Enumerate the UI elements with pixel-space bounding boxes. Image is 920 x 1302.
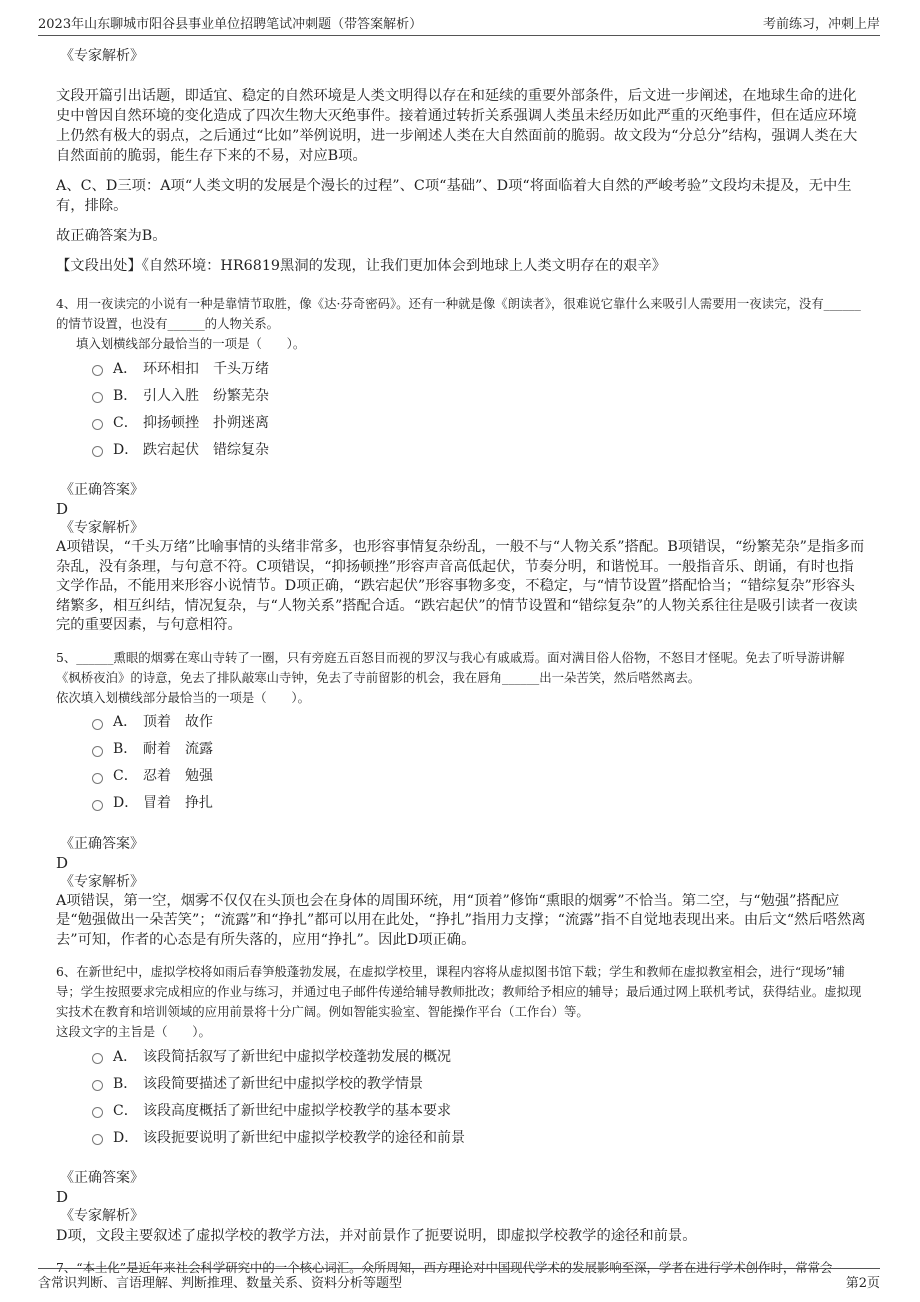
header-slogan: 考前练习，冲刺上岸 bbox=[762, 17, 880, 32]
radio-icon[interactable] bbox=[92, 1134, 103, 1145]
q4-answer: D bbox=[56, 500, 69, 518]
radio-icon[interactable] bbox=[92, 800, 103, 811]
q6-option-b[interactable]: B． 该段简要描述了新世纪中虚拟学校的教学情景 bbox=[92, 1069, 866, 1096]
q6-answer: D bbox=[56, 1188, 69, 1206]
radio-icon[interactable] bbox=[92, 719, 103, 730]
page-footer bbox=[38, 1268, 880, 1291]
q4-option-d[interactable]: D． 跌宕起伏 错综复杂 bbox=[92, 435, 866, 462]
radio-icon[interactable] bbox=[92, 1053, 103, 1064]
q3-source: 【文段出处】《自然环境：HR6819黑洞的发现，让我们更加体会到地球上人类文明存在的艰辛》 bbox=[56, 258, 667, 274]
q4-stem: 4、用一夜读完的小说有一种是靠情节取胜，像《达·芬奇密码》。还有一种就是像《朗读者》，很难说它靠什么来吸引人需要用一夜读完，没有______的情节设置，也没有______的人物关系。 bbox=[56, 296, 861, 331]
q5-option-a[interactable]: A． 顶着 故作 bbox=[92, 708, 866, 735]
radio-icon[interactable] bbox=[92, 746, 103, 757]
analysis-label: 《专家解析》 bbox=[60, 48, 144, 64]
q4-options bbox=[56, 354, 866, 462]
q3-analysis-paragraph-2: A、C、D三项：A项“人类文明的发展是个漫长的过程”、C项“基础”、D项“将面临着大自然的严峻考验”文段均未提及，无中生有，排除。 bbox=[56, 178, 852, 214]
question-6 bbox=[56, 962, 866, 1246]
page-number: 第2页 bbox=[845, 1276, 880, 1291]
q4-option-b[interactable]: B． 引人入胜 纷繁芜杂 bbox=[92, 381, 866, 408]
radio-icon[interactable] bbox=[92, 365, 103, 376]
q5-option-c[interactable]: C． 忍着 勉强 bbox=[92, 762, 866, 789]
question-4 bbox=[56, 294, 866, 636]
q3-analysis-paragraph-1: 文段开篇引出话题，即适宜、稳定的自然环境是人类文明得以存在和延续的重要外部条件，后文进一步阐述，在地球生命的进化史中曾因自然环境的变化造成了四次生物大灭绝事件。接着通过转折关系强调人类虽未经历如此严重的灭绝事件，但在适应环境上仍然有极大的弱点，之后通过“比如”举例说明，进一步阐述人类在大自然面前的脆弱。故文段为“分总分”结构，强调人类在大自然面前的脆弱，能生存下来的不易，对应B项。 bbox=[56, 88, 858, 164]
correct-answer-label: 《正确答案》 bbox=[60, 1170, 144, 1186]
radio-icon[interactable] bbox=[92, 1107, 103, 1118]
q5-option-b[interactable]: B． 耐着 流露 bbox=[92, 735, 866, 762]
radio-icon[interactable] bbox=[92, 392, 103, 403]
q5-prompt: 依次填入划横线部分最恰当的一项是（ ）。 bbox=[56, 689, 311, 705]
q6-analysis: D项，文段主要叙述了虚拟学校的教学方法，并对前景作了扼要说明，即虚拟学校教学的途径和前景。 bbox=[56, 1228, 697, 1244]
radio-icon[interactable] bbox=[92, 1080, 103, 1091]
q5-options bbox=[56, 708, 866, 816]
footer-note: 含常识判断、言语理解、判断推理、数量关系、资料分析等题型 bbox=[38, 1276, 403, 1291]
q6-options bbox=[56, 1042, 866, 1150]
q5-analysis: A项错误，第一空，烟雾不仅仅在头顶也会在身体的周围环统，用“顶着”修饰“熏眼的烟雾”不恰当。第二空，与“勉强”搭配应是“勉强做出一朵苦笑”；“流露”和“挣扎”都可以用在此处，“挣扎”指用力支撑；“流露”指不自觉地表现出来。由后文“然后嗒然离去”可知，作者的心态是有所失落的，应用“挣扎”。因此D项正确。 bbox=[56, 892, 866, 948]
q6-stem: 6、在新世纪中，虚拟学校将如雨后春笋般蓬勃发展，在虚拟学校里，课程内容将从虚拟图书馆下载；学生和教师在虚拟教室相会，进行“现场”辅导；学生按照要求完成相应的作业与练习，并通过电子邮件传递给辅导教师批改；教师给予相应的辅导；最后通过网上联机考试，获得结业。虚拟现实技术在教育和培训领域的应用前景将十分广阔。例如智能实验室、智能操作平台（工作台）等。 bbox=[56, 964, 862, 1019]
document-title: 2023年山东聊城市阳谷县事业单位招聘笔试冲刺题（带答案解析） bbox=[38, 17, 423, 32]
q6-option-d[interactable]: D． 该段扼要说明了新世纪中虚拟学校教学的途径和前景 bbox=[92, 1123, 866, 1150]
q4-prompt: 填入划横线部分最恰当的一项是（ ）。 bbox=[76, 336, 306, 351]
q4-option-a[interactable]: A． 环环相扣 千头万绪 bbox=[92, 354, 866, 381]
q6-option-a[interactable]: A． 该段简括叙写了新世纪中虚拟学校蓬勃发展的概况 bbox=[92, 1042, 866, 1069]
radio-icon[interactable] bbox=[92, 446, 103, 457]
analysis-label: 《专家解析》 bbox=[60, 520, 144, 536]
page-header bbox=[38, 10, 880, 36]
page-content bbox=[56, 46, 866, 1278]
q6-prompt: 这段文字的主旨是（ ）。 bbox=[56, 1024, 211, 1039]
q6-option-c[interactable]: C． 该段高度概括了新世纪中虚拟学校教学的基本要求 bbox=[92, 1096, 866, 1123]
q5-stem: 5、______熏眼的烟雾在寒山寺转了一圈，只有旁庭五百怒目而视的罗汉与我心有戚戚焉。面对满目俗人俗物，不怒目才怪呢。免去了听导游讲解《枫桥夜泊》的诗意，免去了排队敲寒山寺钟，免去了寺前留影的机会，我在唇角______出一朵苦笑，然后嗒然离去。 bbox=[56, 649, 845, 685]
radio-icon[interactable] bbox=[92, 419, 103, 430]
analysis-label: 《专家解析》 bbox=[60, 873, 144, 890]
q5-option-d[interactable]: D． 冒着 挣扎 bbox=[92, 789, 866, 816]
q5-answer: D bbox=[56, 853, 69, 872]
correct-answer-label: 《正确答案》 bbox=[60, 835, 144, 852]
q4-option-c[interactable]: C． 抑扬顿挫 扑朔迷离 bbox=[92, 408, 866, 435]
q7-stem: 7、“本土化”是近年来社会科学研究中的一个核心词汇。众所周知，西方理论对中国现代学术的发展影响至深，学者在进行学术创作时，常常会 bbox=[56, 1260, 833, 1275]
question-5 bbox=[56, 648, 866, 951]
correct-answer-label: 《正确答案》 bbox=[60, 482, 144, 498]
analysis-label: 《专家解析》 bbox=[60, 1208, 144, 1224]
radio-icon[interactable] bbox=[92, 773, 103, 784]
q4-analysis: A项错误，“千头万绪”比喻事情的头绪非常多，也形容事情复杂纷乱，一般不与“人物关系”搭配。B项错误，“纷繁芜杂”是指多而杂乱，没有条理，与句意不符。C项错误，“抑扬顿挫”形容声音高低起伏，节奏分明，和谐悦耳。一般指音乐、朗诵，有时也指文学作品，不能用来形容小说情节。D项正确，“跌宕起伏”形容事物多变，不稳定，与“情节设置”搭配恰当；“错综复杂”形容头绪繁多，相互纠结，情况复杂，与“人物关系”搭配合适。“跌宕起伏”的情节设置和“错综复杂”的人物关系往往是吸引读者一夜读完的重要因素，与句意相符。 bbox=[56, 539, 865, 633]
q3-analysis-paragraph-3: 故正确答案为B。 bbox=[56, 228, 167, 244]
